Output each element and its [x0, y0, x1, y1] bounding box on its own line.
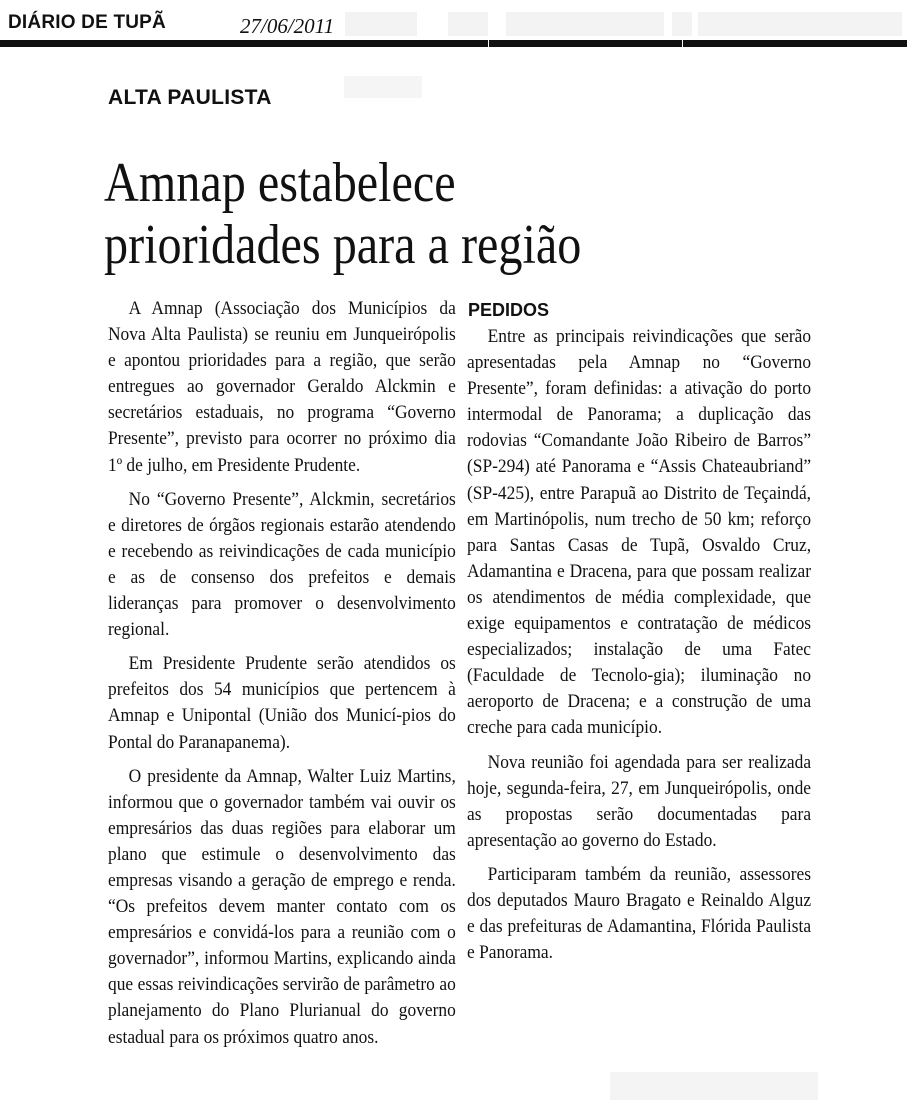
paragraph: Em Presidente Prudente serão atendidos os prefeitos dos 54 municípios que pertencem à Amnap e Unipontal (União dos Municí-pios do Pontal do Paranapanema). — [108, 654, 456, 753]
subhead-pedidos: PEDIDOS — [468, 300, 550, 320]
paragraph: Participaram também da reunião, assessores dos deputados Mauro Bragato e Reinaldo Alguz e das prefeituras de Adamantina, Flórida Paulista e Panorama. — [467, 864, 812, 964]
headline-line-2: prioridades para a região — [104, 214, 582, 276]
paragraph: A Amnap (Associação dos Municípios da Nova Alta Paulista) se reuniu em Junqueirópolis e apontou prioridades para a região, que serão entregues ao governador Geraldo Alckmin e secretários estaduais, no programa “Governo Presente”, previsto para ocorrer no próximo dia 1º de julho, em Presidente Prudente. — [108, 299, 456, 476]
issue-date: 27/06/2011 — [240, 14, 335, 38]
paragraph: O presidente da Amnap, Walter Luiz Martins, informou que o governador também vai ouvir os empresários das duas regiões para elaborar um plano que estimule o desenvolvimento das empresas visando a geração de emprego e renda. “Os prefeitos devem manter contato com os empresários e convidá-los para a reunião com o governador”, informou Martins, explicando ainda que essas reivindicações servirão de parâmetro ao planejamento do Plano Plurianual do governo estadual para os próximos quatro anos. — [108, 766, 456, 1048]
paragraph: No “Governo Presente”, Alckmin, secretários e diretores de órgãos regionais estarão atendendo e recebendo as reivindicações de cada município e as de consenso dos prefeitos e demais lideranças para promover o desenvolvimento regional. — [108, 489, 456, 641]
faint-box — [672, 12, 692, 36]
rule-tick — [488, 40, 489, 47]
faint-box — [506, 12, 664, 36]
faint-box — [448, 12, 488, 36]
rule-tick — [682, 40, 683, 47]
masthead-rule — [0, 40, 907, 47]
faint-box — [698, 12, 902, 36]
newspaper-name: DIÁRIO DE TUPÃ — [8, 12, 166, 33]
headline — [104, 152, 706, 276]
left-column — [108, 296, 456, 1059]
headline-line-1: Amnap estabelece — [104, 152, 456, 214]
faint-box — [345, 12, 417, 36]
faint-box — [610, 1072, 818, 1100]
paragraph: Entre as principais reivindicações que serão apresentadas pela Amnap no “Governo Presente”, foram definidas: a ativação do porto intermodal de Panorama; a duplicação das rodovias “Comandante João Ribeiro de Barros” (SP-294) até Panorama e “Assis Chateaubriand” (SP-425), entre Parapuã ao Distrito de Teçaindá, em Martinópolis, num trecho de 50 km; reforço para Santas Casas de Tupã, Osvaldo Cruz, Adamantina e Dracena, para que possam realizar os atendimentos de média complexidade, que exige equipamentos e contratação de médicos especializados; instalação de uma Fatec (Faculdade de Tecnolo-gia); iluminação no aeroporto de Dracena; e a construção de uma creche para cada município. — [467, 327, 812, 739]
faint-box — [344, 76, 422, 98]
paragraph: Nova reunião foi agendada para ser realizada hoje, segunda-feira, 27, em Junqueirópolis, onde as propostas serão documentadas para apresentação ao governo do Estado. — [467, 752, 812, 851]
masthead — [0, 0, 907, 48]
right-column — [467, 324, 811, 974]
section-label: ALTA PAULISTA — [108, 86, 272, 109]
